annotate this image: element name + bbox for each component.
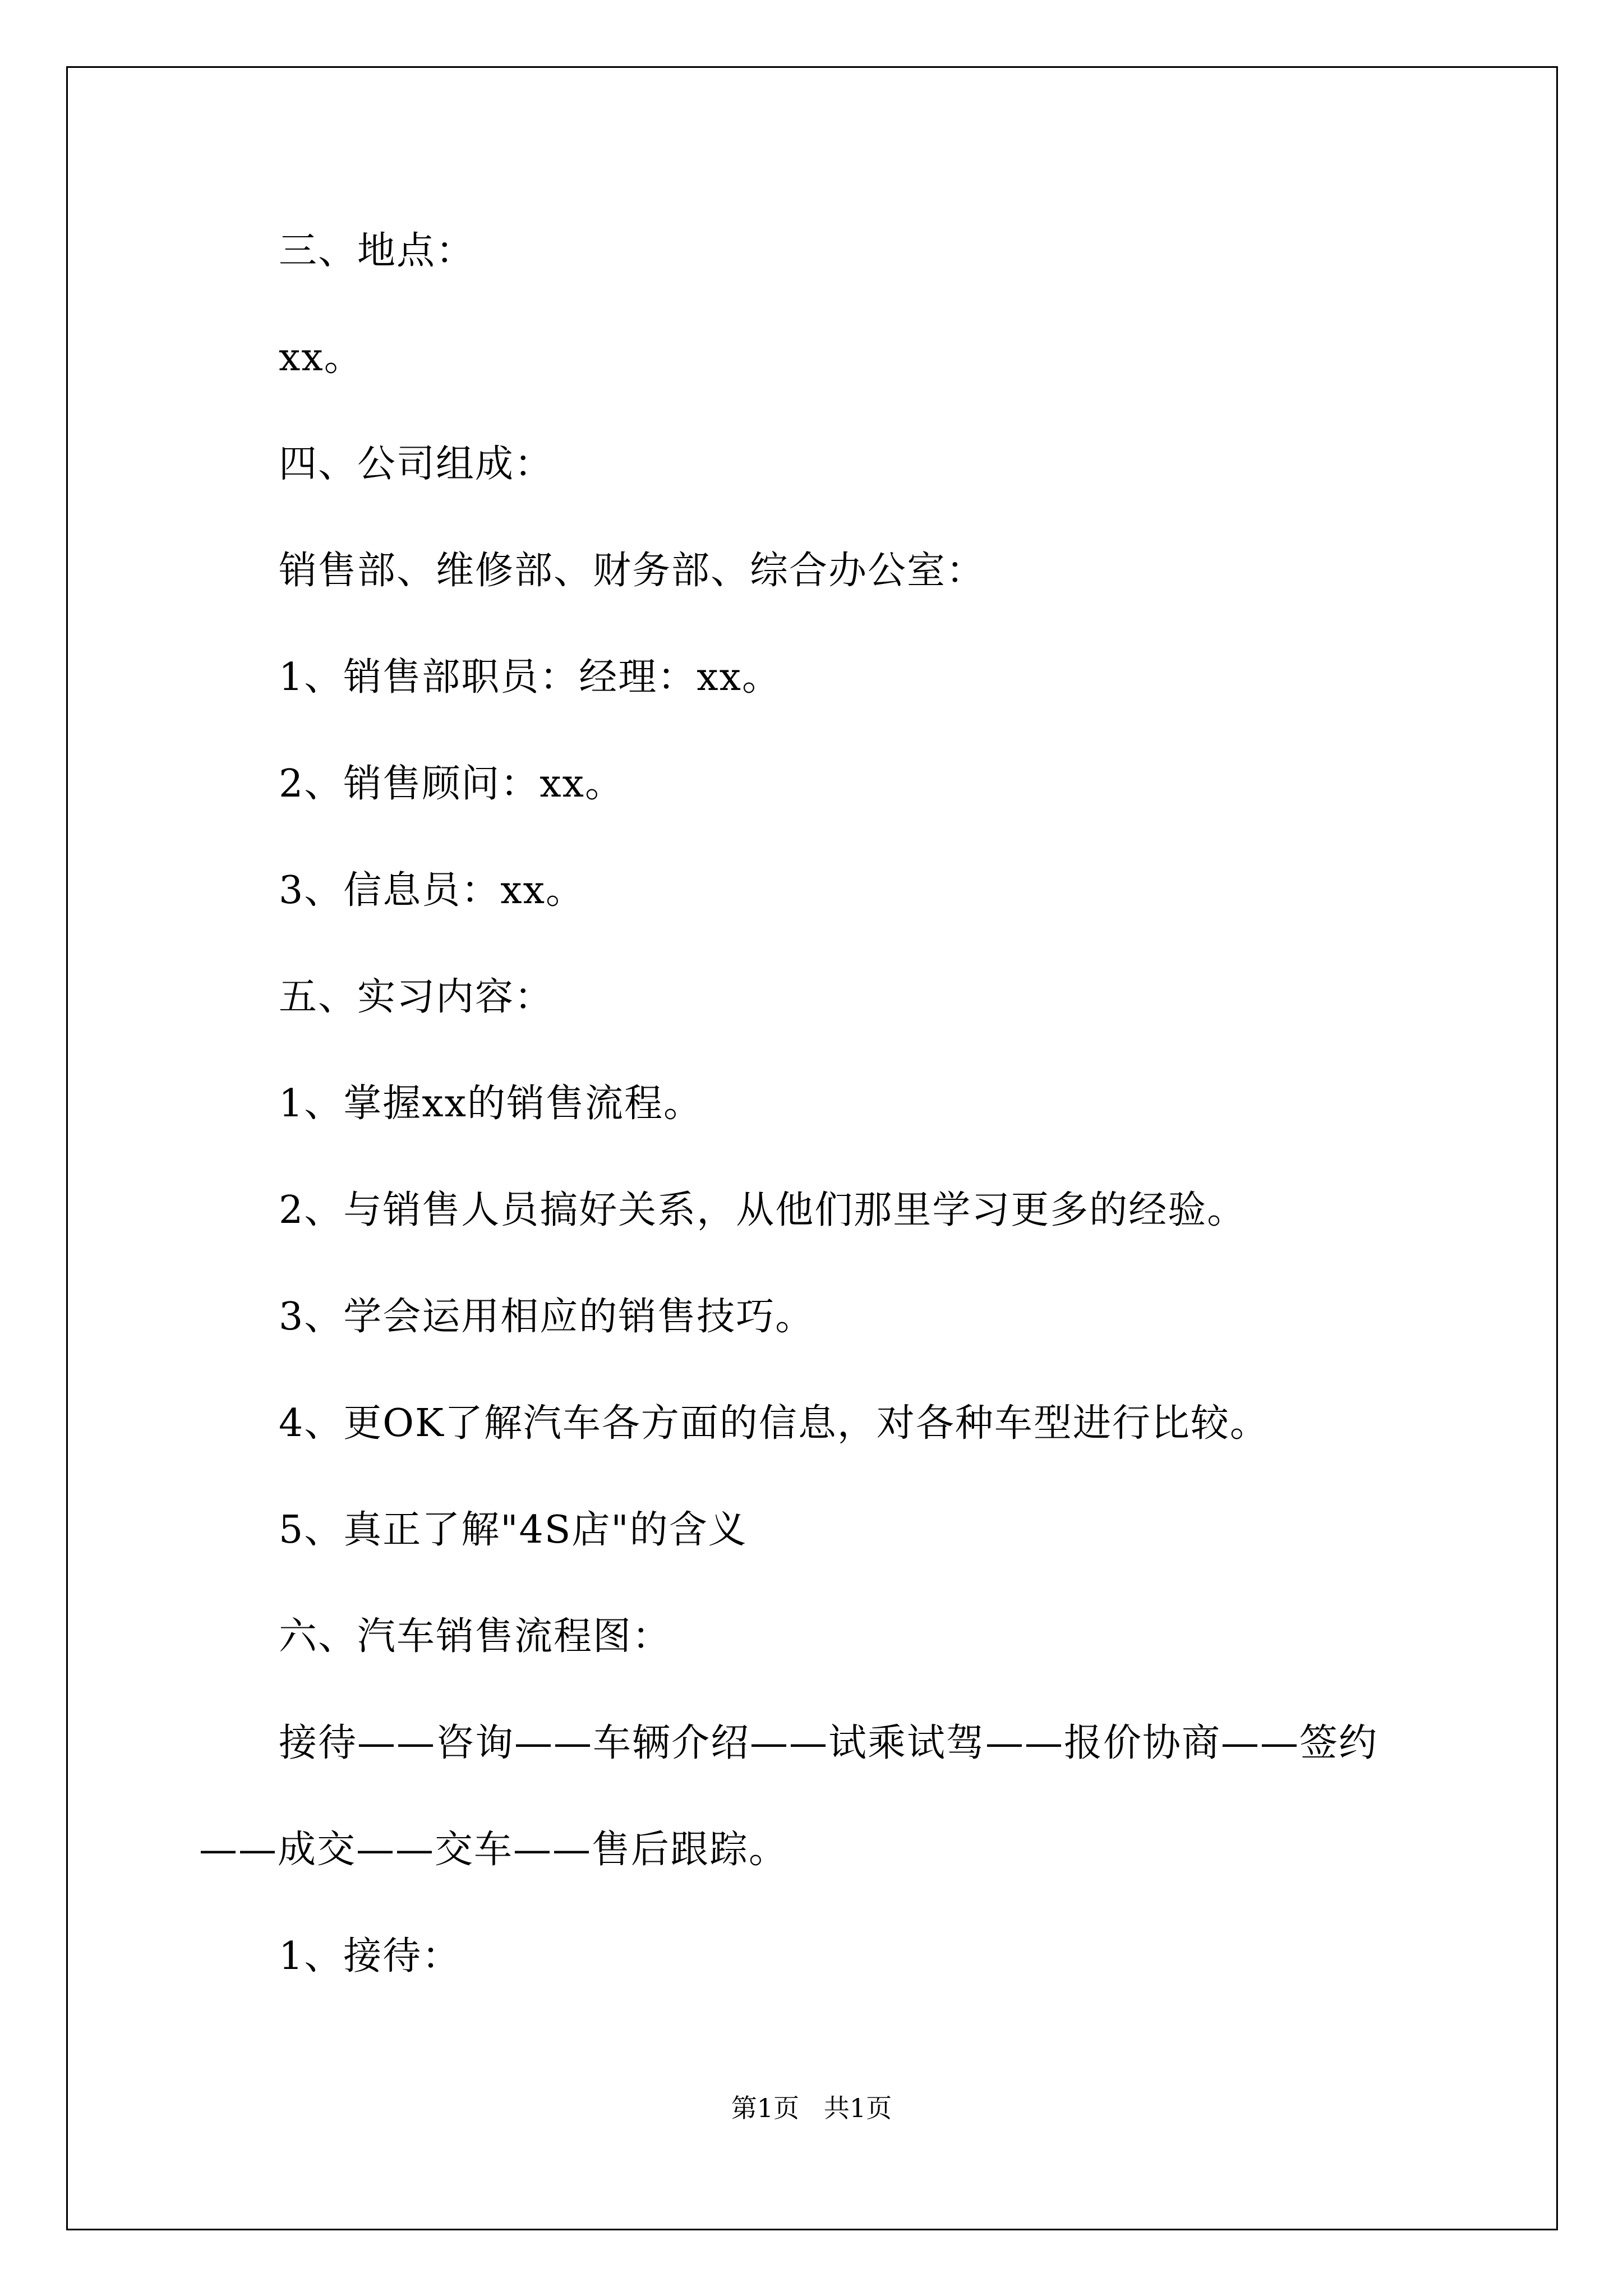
list-item-internship-5: 5、真正了解"4S店"的含义 [279, 1508, 748, 1552]
list-item-internship-4: 4、更OK了解汽车各方面的信息，对各种车型进行比较。 [279, 1401, 1269, 1446]
section-heading-sales-flow: 六、汽车销售流程图： [279, 1614, 672, 1659]
section-heading-location: 三、地点： [279, 229, 476, 273]
page-border [66, 66, 1558, 2230]
page-footer: 第1页 共1页 [731, 2093, 892, 2123]
list-item-sales-staff: 1、销售部职员：经理：xx。 [279, 655, 781, 700]
paragraph-sales-flow-continued: ——成交——交车——售后跟踪。 [199, 1828, 789, 1872]
paragraph-location-value: xx。 [279, 335, 363, 380]
section-heading-company: 四、公司组成： [279, 442, 554, 486]
list-item-internship-1: 1、掌握xx的销售流程。 [279, 1082, 703, 1126]
paragraph-sales-flow: 接待——咨询——车辆介绍——试乘试驾——报价协商——签约 [279, 1721, 1378, 1765]
list-item-info-officer: 3、信息员：xx。 [279, 868, 585, 913]
section-heading-internship: 五、实习内容： [279, 975, 554, 1019]
list-item-internship-2: 2、与销售人员搞好关系，从他们那里学习更多的经验。 [279, 1188, 1247, 1232]
paragraph-departments: 销售部、维修部、财务部、综合办公室： [279, 549, 986, 593]
list-item-internship-3: 3、学会运用相应的销售技巧。 [279, 1295, 815, 1339]
list-item-reception: 1、接待： [279, 1934, 462, 1978]
list-item-sales-consultant: 2、销售顾问：xx。 [279, 762, 624, 806]
